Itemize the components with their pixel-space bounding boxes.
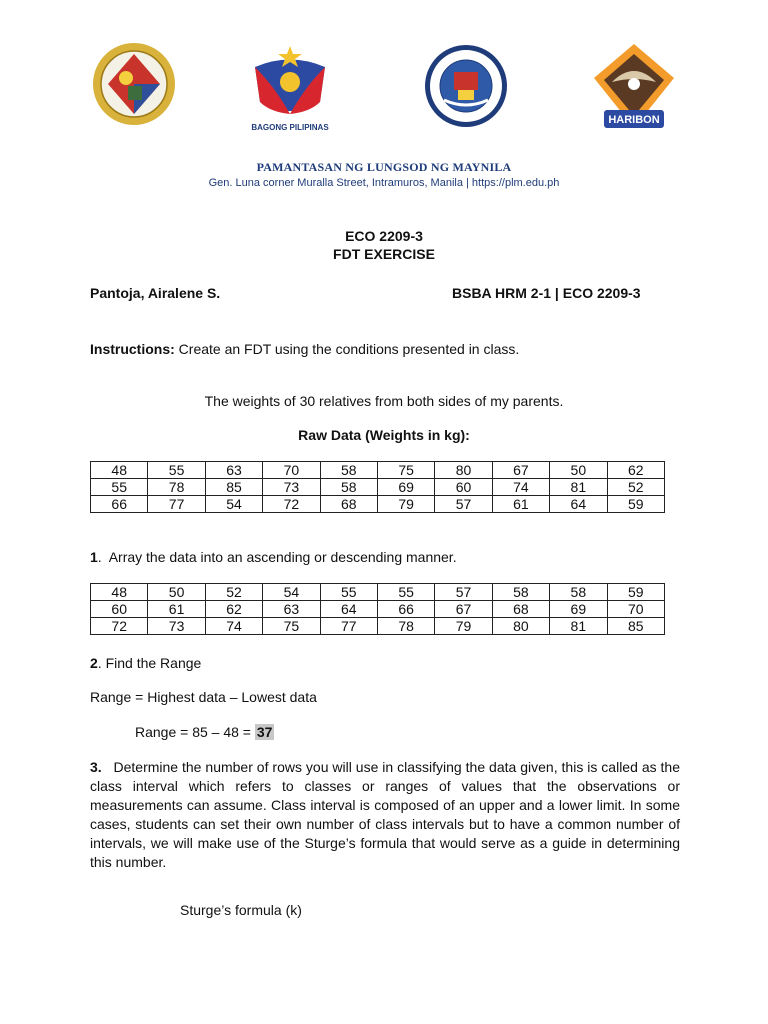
range-formula: Range = Highest data – Lowest data <box>90 689 317 705</box>
table-cell: 69 <box>550 601 607 618</box>
table-cell: 60 <box>91 601 148 618</box>
table-cell: 55 <box>377 584 434 601</box>
table-cell: 54 <box>205 496 262 513</box>
table-cell: 63 <box>205 462 262 479</box>
table-cell: 48 <box>91 584 148 601</box>
haribon-logo <box>590 40 678 136</box>
table-cell: 58 <box>320 479 377 496</box>
sorted-data-row <box>91 618 665 635</box>
table-cell: 70 <box>607 601 664 618</box>
raw-data-row <box>91 496 665 513</box>
table-cell: 62 <box>607 462 664 479</box>
raw-data-row <box>91 479 665 496</box>
table-cell: 58 <box>550 584 607 601</box>
table-cell: 61 <box>148 601 205 618</box>
table-cell: 63 <box>263 601 320 618</box>
step-2-number: 2 <box>90 655 98 671</box>
table-cell: 64 <box>550 496 607 513</box>
table-cell: 58 <box>492 584 549 601</box>
university-address: Gen. Luna corner Muralla Street, Intramuros, Manila | https://plm.edu.ph <box>208 177 560 189</box>
raw-data-title: Raw Data (Weights in kg): <box>298 427 470 443</box>
table-cell: 59 <box>607 496 664 513</box>
table-cell: 61 <box>492 496 549 513</box>
table-cell: 66 <box>91 496 148 513</box>
table-cell: 85 <box>607 618 664 635</box>
exercise-title: FDT EXERCISE <box>333 246 435 262</box>
step-1-text: . Array the data into an ascending or descending manner. <box>97 549 457 565</box>
sorted-data-row <box>91 584 665 601</box>
range-result: 37 <box>256 724 273 740</box>
table-cell: 75 <box>263 618 320 635</box>
instructions-label: Instructions: <box>90 341 175 357</box>
raw-data-row <box>91 462 665 479</box>
table-cell: 72 <box>263 496 320 513</box>
course-code: ECO 2209-3 <box>345 228 423 244</box>
table-cell: 79 <box>435 618 492 635</box>
table-cell: 68 <box>492 601 549 618</box>
context-sentence: The weights of 30 relatives from both sides of my parents. <box>204 393 564 409</box>
table-cell: 78 <box>148 479 205 496</box>
bagong-pilipinas-logo <box>240 42 340 134</box>
step-1-number: 1 <box>90 549 98 565</box>
table-cell: 81 <box>550 479 607 496</box>
student-section: BSBA HRM 2-1 | ECO 2209-3 <box>452 285 641 301</box>
manila-city-seal <box>424 44 508 128</box>
table-cell: 73 <box>148 618 205 635</box>
table-cell: 69 <box>377 479 434 496</box>
step-2-text: . Find the Range <box>97 655 202 671</box>
table-cell: 75 <box>377 462 434 479</box>
table-cell: 74 <box>492 479 549 496</box>
table-cell: 67 <box>435 601 492 618</box>
step-2 <box>90 655 201 671</box>
table-cell: 55 <box>91 479 148 496</box>
plm-seal <box>92 42 176 126</box>
table-cell: 55 <box>320 584 377 601</box>
table-cell: 52 <box>205 584 262 601</box>
table-cell: 70 <box>263 462 320 479</box>
range-calculation <box>135 724 274 740</box>
table-cell: 68 <box>320 496 377 513</box>
table-cell: 77 <box>148 496 205 513</box>
table-cell: 78 <box>377 618 434 635</box>
table-cell: 72 <box>91 618 148 635</box>
raw-data-table <box>90 461 665 513</box>
svg-text:HARIBON: HARIBON <box>608 114 660 126</box>
range-calc-text: Range = 85 – 48 = <box>135 724 255 740</box>
table-cell: 48 <box>91 462 148 479</box>
step-3-text: Determine the number of rows you will use in classifying the data given, this is called as the class interval which refers to classes or ranges of values that the observations or measurements can assume. Class interval is composed of an upper and a lower limit. In some cases, students can set their own number of class intervals but to have a common number of intervals, we will make use of the Sturge’s formula that would serve as a guide in determining this number. <box>90 759 684 870</box>
bagong-pilipinas-text: BAGONG PILIPINAS <box>251 123 329 132</box>
table-cell: 74 <box>205 618 262 635</box>
step-3-number: 3. <box>90 759 102 775</box>
table-cell: 80 <box>435 462 492 479</box>
table-cell: 55 <box>148 462 205 479</box>
table-cell: 59 <box>607 584 664 601</box>
table-cell: 66 <box>377 601 434 618</box>
sorted-data-row <box>91 601 665 618</box>
table-cell: 64 <box>320 601 377 618</box>
table-cell: 50 <box>550 462 607 479</box>
table-cell: 67 <box>492 462 549 479</box>
table-cell: 80 <box>492 618 549 635</box>
table-cell: 57 <box>435 584 492 601</box>
table-cell: 73 <box>263 479 320 496</box>
sorted-data-table <box>90 583 665 635</box>
step-3-paragraph <box>90 758 684 872</box>
sturges-formula-label: Sturge’s formula (k) <box>180 902 302 918</box>
table-cell: 50 <box>148 584 205 601</box>
table-cell: 85 <box>205 479 262 496</box>
table-cell: 81 <box>550 618 607 635</box>
table-cell: 79 <box>377 496 434 513</box>
step-1 <box>90 549 457 565</box>
university-name: PAMANTASAN NG LUNGSOD NG MAYNILA <box>256 160 512 174</box>
table-cell: 57 <box>435 496 492 513</box>
student-name: Pantoja, Airalene S. <box>90 285 221 301</box>
table-cell: 58 <box>320 462 377 479</box>
table-cell: 62 <box>205 601 262 618</box>
table-cell: 54 <box>263 584 320 601</box>
table-cell: 52 <box>607 479 664 496</box>
table-cell: 77 <box>320 618 377 635</box>
instructions-text: Create an FDT using the conditions presented in class. <box>174 341 520 357</box>
table-cell: 60 <box>435 479 492 496</box>
instructions <box>90 341 519 357</box>
